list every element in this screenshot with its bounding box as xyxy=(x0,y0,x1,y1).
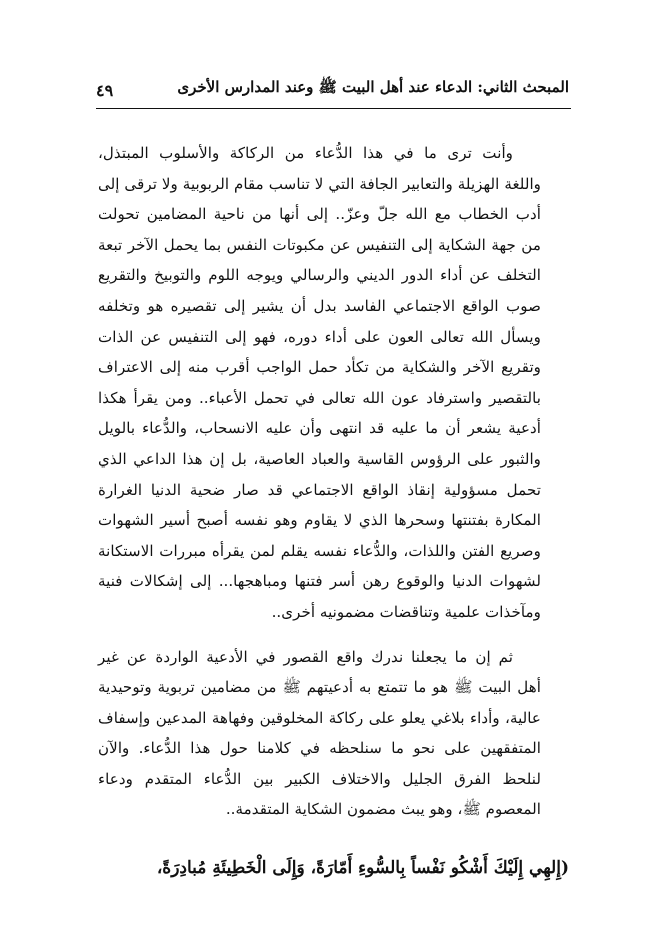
page-number: ٤٩ xyxy=(96,81,114,100)
text-line: والثبور على الرؤوس القاسية والعباد العاصية، بل إن هذا الداعي الذي xyxy=(98,449,541,468)
paragraph-2 xyxy=(98,642,569,826)
text-line: تحمل مسؤولية إنقاذ الواقع الاجتماعي قد صار ضحية الدنيا الغرارة xyxy=(98,480,541,499)
text-line: وصريع الفتن واللذات، والدُّعاء نفسه يقلم لمن يقرأه مبررات الاستكانة xyxy=(98,541,541,560)
header-title: المبحث الثاني: الدعاء عند أهل البيت ﷺ وعند المدارس الأخرى xyxy=(177,78,569,96)
text-line: واللغة الهزيلة والتعابير الجافة التي لا تناسب مقام الربوبية ولا ترقى إلى xyxy=(98,174,541,193)
text-line: أهل البيت ﷺ هو ما تتمتع به أدعيتهم ﷺ من مضامين تربوية وتوحيدية xyxy=(98,678,541,697)
text-line: ثم إن ما يجعلنا ندرك واقع القصور في الأدعية الواردة عن غير xyxy=(98,647,513,666)
text-line: بالتقصير واسترفاد عون الله تعالى في تحمل الأعباء.. ومن يقرأ هكذا xyxy=(98,388,541,407)
text-line: عالية، وأداء بلاغي يعلو على ركاكة المخلوقين وفهاهة المدعين وإسفاف xyxy=(98,708,541,727)
header-divider xyxy=(96,108,571,109)
text-line: التخلف عن أداء الدور الديني والرسالي ويوجه اللوم والتوبيخ والتقريع xyxy=(98,266,541,285)
text-line: المكارة بفتنتها وسحرها الذي لا يقاوم وهو نفسه أصبح أسير الشهوات xyxy=(98,511,541,530)
supplication-quote: (إِلهِي إِلَيْكَ أَشْكُو نَفْساً بِالسُّوءِ أَمّارَةً، وَإِلَى الْخَطِيئَةِ مُبادِرَةً، xyxy=(156,858,569,878)
text-line: صوب الواقع الاجتماعي الفاسد بدل أن يشير إلى تقصيره هو وتخلفه xyxy=(98,296,541,315)
body-text xyxy=(98,138,569,825)
text-line: ومآخذات علمية وتناقضات مضمونيه أخرى.. xyxy=(271,602,541,621)
text-line: المعصوم ﷺ، وهو يبث مضمون الشكاية المتقدمة.. xyxy=(225,800,541,819)
text-line: المتفقهين على نحو ما سنلحظه في كلامنا حول هذا الدُّعاء. والآن xyxy=(98,739,541,758)
running-header xyxy=(96,72,569,100)
text-line: وتقريع الآخر والشكاية من تكأد حمل الواجب أقرب منه إلى الاعتراف xyxy=(98,358,541,377)
text-line: أدب الخطاب مع الله جلّ وعزّ.. إلى أنها من ناحية المضامين تحولت xyxy=(98,205,541,224)
text-line: لنلحظ الفرق الجليل والاختلاف الكبير بين الدُّعاء المتقدم ودعاء xyxy=(98,769,541,788)
text-line: من جهة الشكاية إلى التنفيس عن مكبوتات النفس بما يحمل الآخر تبعة xyxy=(98,235,541,254)
paragraph-1 xyxy=(98,138,569,628)
text-line: أدعية يشعر أن ما عليه قد انتهى وأن عليه الانسحاب، والدُّعاء بالويل xyxy=(98,419,541,438)
text-line: وأنت ترى ما في هذا الدُّعاء من الركاكة والأسلوب المبتذل، xyxy=(98,144,513,162)
text-line: لشهوات الدنيا والوقوع رهن أسر فتنها ومباهجها... إلى إشكالات فنية xyxy=(98,572,541,591)
text-line: ويسأل الله تعالى العون على أداء دوره، فهو إلى التنفيس عن الذات xyxy=(98,327,541,346)
